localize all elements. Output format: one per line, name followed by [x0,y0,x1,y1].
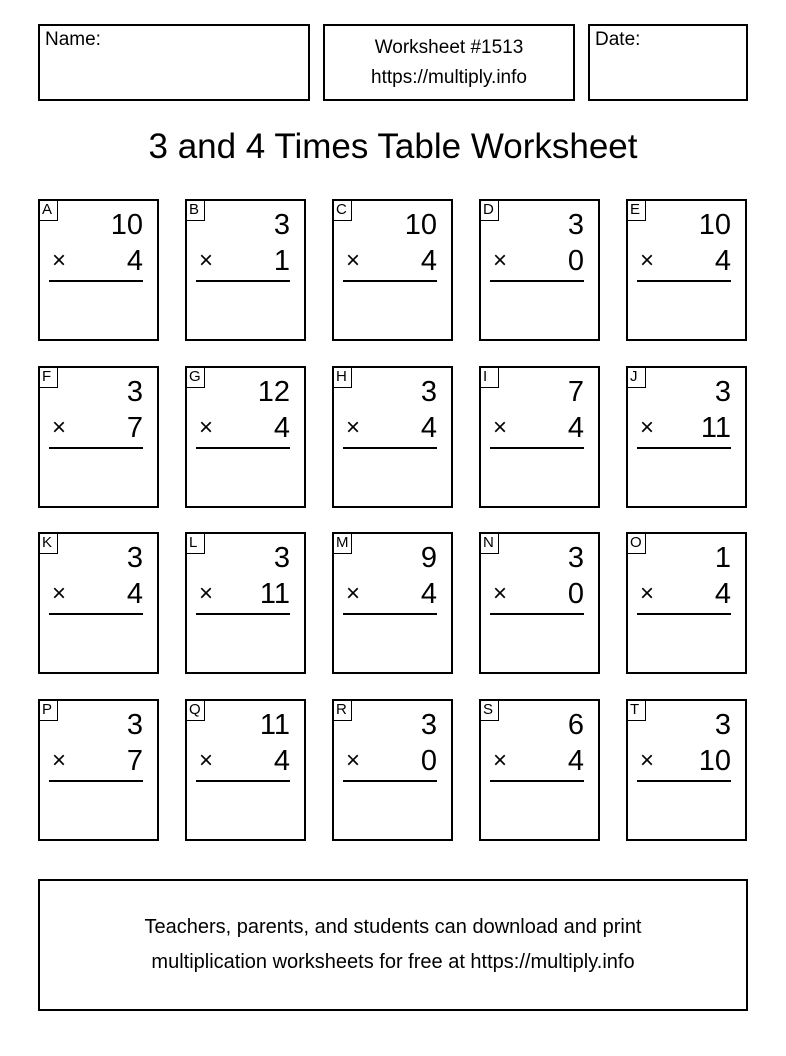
multiplier: 4 [714,578,731,610]
problem-letter: O [626,532,646,554]
problem-letter: D [479,199,499,221]
multiplier: 1 [273,245,290,277]
multiplicand: 3 [714,709,731,741]
page-title: 3 and 4 Times Table Worksheet [148,127,638,166]
answer-line [49,780,143,782]
answer-line [490,280,584,282]
problem-letter: C [332,199,352,221]
problem-letter: T [626,699,646,721]
problem-letter: G [185,366,205,388]
problem-letter: L [185,532,205,554]
multiplicand: 3 [420,709,437,741]
multiplicand: 7 [567,376,584,408]
multiplier: 7 [126,745,143,777]
multiplier: 11 [259,578,290,610]
multiplier: 10 [698,745,731,777]
name-box[interactable] [38,24,310,101]
multiplier: 4 [420,578,437,610]
multiplier: 4 [567,412,584,444]
problem-card-e[interactable] [626,199,747,341]
problem-card-o[interactable] [626,532,747,674]
multiplicand: 1 [714,542,731,574]
multiplier: 4 [273,745,290,777]
multiplicand: 3 [126,376,143,408]
problem-card-s[interactable] [479,699,600,841]
problem-letter: J [626,366,646,388]
problem-letter: N [479,532,499,554]
answer-line [637,613,731,615]
answer-line [637,280,731,282]
answer-line [196,280,290,282]
multiplier: 4 [126,245,143,277]
answer-line [343,447,437,449]
multiply-sign: × [493,247,508,274]
answer-line [637,780,731,782]
multiplier: 4 [420,412,437,444]
problem-card-g[interactable] [185,366,306,508]
multiply-sign: × [640,580,655,607]
problem-letter: K [38,532,58,554]
answer-line [490,780,584,782]
multiplier: 7 [126,412,143,444]
problem-letter: I [479,366,499,388]
answer-line [49,447,143,449]
answer-line [196,613,290,615]
multiply-sign: × [199,747,214,774]
problem-card-l[interactable] [185,532,306,674]
answer-line [343,280,437,282]
problem-card-a[interactable] [38,199,159,341]
problem-card-q[interactable] [185,699,306,841]
answer-line [49,613,143,615]
problem-letter: P [38,699,58,721]
problem-letter: R [332,699,352,721]
multiplicand: 3 [126,542,143,574]
answer-line [343,613,437,615]
multiplicand: 3 [126,709,143,741]
date-label: Date: [595,29,641,50]
multiply-sign: × [640,747,655,774]
footer-line-2: multiplication worksheets for free at https://multiply.info [151,951,635,973]
problem-card-r[interactable] [332,699,453,841]
multiplicand: 3 [420,376,437,408]
problem-letter: A [38,199,58,221]
multiplier: 0 [420,745,437,777]
answer-line [490,447,584,449]
multiply-sign: × [52,747,67,774]
multiplicand: 3 [714,376,731,408]
answer-line [49,280,143,282]
multiply-sign: × [640,247,655,274]
multiplicand: 10 [698,209,731,241]
answer-line [490,613,584,615]
footer-line-1: Teachers, parents, and students can download and print [144,916,642,938]
multiplicand: 3 [567,209,584,241]
problem-card-b[interactable] [185,199,306,341]
multiply-sign: × [493,414,508,441]
multiplier: 0 [567,245,584,277]
footer-box [38,879,748,1011]
worksheet-info-box [323,24,575,101]
problem-letter: S [479,699,499,721]
multiplier: 4 [126,578,143,610]
multiply-sign: × [199,247,214,274]
problem-letter: M [332,532,352,554]
answer-line [196,780,290,782]
multiplicand: 12 [257,376,290,408]
answer-line [637,447,731,449]
multiplicand: 11 [259,709,290,741]
problem-card-h[interactable] [332,366,453,508]
problem-card-i[interactable] [479,366,600,508]
multiply-sign: × [346,747,361,774]
multiply-sign: × [52,247,67,274]
multiply-sign: × [346,580,361,607]
worksheet-url[interactable]: https://multiply.info [371,67,527,88]
multiply-sign: × [493,747,508,774]
date-box[interactable] [588,24,748,101]
problem-card-m[interactable] [332,532,453,674]
multiply-sign: × [640,414,655,441]
multiplier: 4 [567,745,584,777]
worksheet-number: Worksheet #1513 [374,37,524,58]
multiplicand: 10 [110,209,143,241]
problem-card-d[interactable] [479,199,600,341]
multiplier: 4 [714,245,731,277]
multiplicand: 6 [567,709,584,741]
multiply-sign: × [52,414,67,441]
problem-letter: H [332,366,352,388]
multiplier: 0 [567,578,584,610]
problem-letter: B [185,199,205,221]
multiplier: 11 [700,412,731,444]
multiply-sign: × [199,414,214,441]
multiplicand: 3 [567,542,584,574]
multiplier: 4 [273,412,290,444]
multiply-sign: × [346,414,361,441]
problem-card-p[interactable] [38,699,159,841]
problem-card-n[interactable] [479,532,600,674]
problem-card-f[interactable] [38,366,159,508]
multiply-sign: × [52,580,67,607]
problem-letter: Q [185,699,205,721]
multiplicand: 10 [404,209,437,241]
answer-line [196,447,290,449]
problem-card-c[interactable] [332,199,453,341]
multiplicand: 3 [273,209,290,241]
problem-card-j[interactable] [626,366,747,508]
multiply-sign: × [493,580,508,607]
multiplicand: 9 [420,542,437,574]
multiplier: 4 [420,245,437,277]
multiply-sign: × [346,247,361,274]
multiply-sign: × [199,580,214,607]
problem-letter: F [38,366,58,388]
problem-card-k[interactable] [38,532,159,674]
problem-card-t[interactable] [626,699,747,841]
multiplicand: 3 [273,542,290,574]
problem-letter: E [626,199,646,221]
name-label: Name: [45,29,101,50]
answer-line [343,780,437,782]
